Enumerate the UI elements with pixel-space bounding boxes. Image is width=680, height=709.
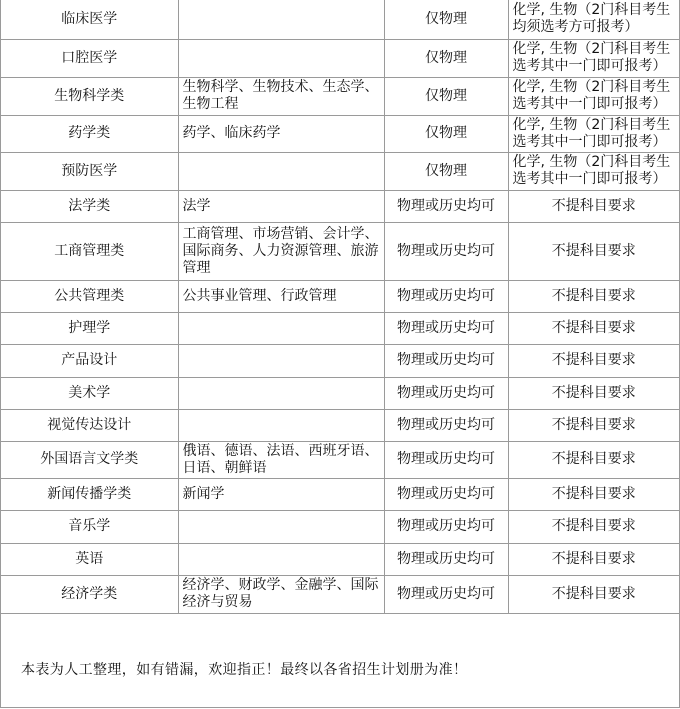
preferred-subject-cell xyxy=(384,0,508,39)
preferred-subject-cell xyxy=(384,409,508,441)
preferred-subject-cell-text: 仅物理 xyxy=(425,162,467,179)
table-row xyxy=(1,152,679,190)
elective-requirement-cell xyxy=(508,441,679,478)
preferred-subject-cell-text: 物理或历史均可 xyxy=(397,416,495,433)
preferred-subject-cell xyxy=(384,77,508,115)
elective-requirement-cell xyxy=(508,575,679,613)
elective-requirement-cell xyxy=(508,152,679,190)
preferred-subject-cell xyxy=(384,441,508,478)
category-name-cell xyxy=(1,152,178,190)
preferred-subject-cell xyxy=(384,190,508,222)
category-name-cell xyxy=(1,377,178,409)
category-name-cell xyxy=(1,77,178,115)
elective-requirement-cell-text: 不提科目要求 xyxy=(551,485,636,502)
elective-requirement-cell xyxy=(508,0,679,39)
table-row xyxy=(1,478,679,510)
preferred-subject-cell xyxy=(384,115,508,152)
preferred-subject-cell-text: 物理或历史均可 xyxy=(397,197,495,214)
preferred-subject-cell-text: 仅物理 xyxy=(425,10,467,27)
preferred-subject-cell-text: 物理或历史均可 xyxy=(397,518,495,534)
preferred-subject-cell-text: 物理或历史均可 xyxy=(397,585,495,602)
table-row xyxy=(1,77,679,115)
preferred-subject-cell xyxy=(384,344,508,377)
elective-requirement-cell-text: 不提科目要求 xyxy=(551,451,636,467)
elective-requirement-cell xyxy=(508,190,679,222)
majors-cell xyxy=(178,77,384,115)
majors-cell xyxy=(178,222,384,280)
category-name-cell-text: 药学类 xyxy=(68,125,111,141)
elective-requirement-cell xyxy=(508,344,679,377)
table-row xyxy=(1,39,679,77)
elective-requirement-cell xyxy=(508,77,679,115)
majors-cell xyxy=(178,344,384,377)
elective-requirement-cell xyxy=(508,312,679,344)
elective-requirement-cell xyxy=(508,478,679,510)
majors-cell xyxy=(178,409,384,441)
category-name-cell-text: 生物科学类 xyxy=(54,87,125,104)
elective-requirement-cell-text: 化学, 生物（2门科目考生选考其中一门即可报考） xyxy=(512,79,671,112)
elective-requirement-cell xyxy=(508,115,679,152)
requirements-table-body xyxy=(1,0,679,613)
majors-cell xyxy=(178,441,384,478)
category-name-cell xyxy=(1,222,178,280)
elective-requirement-cell xyxy=(508,222,679,280)
elective-requirement-cell xyxy=(508,377,679,409)
majors-cell xyxy=(178,478,384,510)
majors-cell xyxy=(178,510,384,543)
majors-cell xyxy=(178,115,384,152)
preferred-subject-cell-text: 物理或历史均可 xyxy=(397,550,495,567)
preferred-subject-cell xyxy=(384,543,508,575)
category-name-cell-text: 新闻传播学类 xyxy=(47,485,132,502)
majors-cell-text: 法学 xyxy=(182,197,211,214)
table-row xyxy=(1,344,679,377)
elective-requirement-cell-text: 不提科目要求 xyxy=(551,287,636,304)
category-name-cell-text: 公共管理类 xyxy=(54,287,125,304)
category-name-cell-text: 口腔医学 xyxy=(61,49,118,66)
preferred-subject-cell-text: 物理或历史均可 xyxy=(397,242,495,259)
category-name-cell-text: 法学类 xyxy=(68,197,111,214)
table-row xyxy=(1,575,679,613)
category-name-cell xyxy=(1,280,178,312)
preferred-subject-cell-text: 仅物理 xyxy=(425,125,467,141)
majors-cell-text: 经济学、财政学、金融学、国际经济与贸易 xyxy=(182,577,379,610)
table-row xyxy=(1,510,679,543)
requirements-table xyxy=(1,0,679,614)
majors-cell-text: 公共事业管理、行政管理 xyxy=(182,287,337,304)
category-name-cell-text: 产品设计 xyxy=(61,352,118,368)
elective-requirement-cell-text: 不提科目要求 xyxy=(551,197,636,214)
preferred-subject-cell xyxy=(384,222,508,280)
category-name-cell xyxy=(1,478,178,510)
preferred-subject-cell-text: 物理或历史均可 xyxy=(397,384,495,401)
preferred-subject-cell xyxy=(384,377,508,409)
majors-cell-text: 新闻学 xyxy=(182,485,225,502)
table-row xyxy=(1,115,679,152)
category-name-cell xyxy=(1,190,178,222)
elective-requirement-cell xyxy=(508,510,679,543)
majors-cell xyxy=(178,152,384,190)
table-row xyxy=(1,409,679,441)
category-name-cell xyxy=(1,543,178,575)
category-name-cell xyxy=(1,0,178,39)
table-row xyxy=(1,222,679,280)
elective-requirement-cell-text: 不提科目要求 xyxy=(551,416,636,433)
preferred-subject-cell xyxy=(384,478,508,510)
majors-cell-text: 药学、临床药学 xyxy=(182,125,281,141)
category-name-cell-text: 工商管理类 xyxy=(54,242,125,259)
elective-requirement-cell-text: 化学, 生物（2门科目考生选考其中一门即可报考） xyxy=(512,116,671,150)
preferred-subject-cell xyxy=(384,152,508,190)
elective-requirement-cell-text: 不提科目要求 xyxy=(551,242,636,259)
majors-cell-text: 生物科学、生物技术、生态学、生物工程 xyxy=(182,79,379,112)
category-name-cell xyxy=(1,575,178,613)
preferred-subject-cell-text: 物理或历史均可 xyxy=(397,451,495,467)
table-row xyxy=(1,543,679,575)
elective-requirement-cell-text: 不提科目要求 xyxy=(551,585,636,602)
preferred-subject-cell xyxy=(384,39,508,77)
elective-requirement-cell-text: 化学, 生物（2门科目考生选考其中一门即可报考） xyxy=(512,41,671,74)
table-row xyxy=(1,280,679,312)
preferred-subject-cell-text: 物理或历史均可 xyxy=(397,287,495,304)
elective-requirement-cell-text: 化学, 生物（2门科目考生均须选考方可报考） xyxy=(512,2,671,36)
table-row xyxy=(1,377,679,409)
category-name-cell xyxy=(1,312,178,344)
preferred-subject-cell xyxy=(384,510,508,543)
category-name-cell-text: 经济学类 xyxy=(61,585,118,602)
elective-requirement-cell xyxy=(508,543,679,575)
majors-cell xyxy=(178,575,384,613)
category-name-cell-text: 外国语言文学类 xyxy=(40,451,139,467)
preferred-subject-cell-text: 仅物理 xyxy=(425,87,467,104)
majors-cell-text: 俄语、德语、法语、西班牙语、日语、朝鲜语 xyxy=(182,442,379,476)
preferred-subject-cell-text: 物理或历史均可 xyxy=(397,319,495,336)
elective-requirement-cell xyxy=(508,280,679,312)
elective-requirement-cell-text: 不提科目要求 xyxy=(551,550,636,567)
majors-cell-text: 工商管理、市场营销、会计学、国际商务、人力资源管理、旅游管理 xyxy=(182,225,379,276)
preferred-subject-cell xyxy=(384,280,508,312)
preferred-subject-cell-text: 物理或历史均可 xyxy=(397,485,495,502)
category-name-cell xyxy=(1,39,178,77)
preferred-subject-cell xyxy=(384,575,508,613)
category-name-cell-text: 临床医学 xyxy=(61,10,118,27)
elective-requirement-cell-text: 不提科目要求 xyxy=(551,518,636,534)
elective-requirement-cell-text: 不提科目要求 xyxy=(551,384,636,401)
category-name-cell-text: 音乐学 xyxy=(68,518,111,534)
category-name-cell-text: 美术学 xyxy=(68,384,111,401)
elective-requirement-cell xyxy=(508,39,679,77)
category-name-cell xyxy=(1,344,178,377)
majors-cell xyxy=(178,39,384,77)
category-name-cell-text: 英语 xyxy=(75,550,104,567)
elective-requirement-cell-text: 不提科目要求 xyxy=(551,352,636,368)
elective-requirement-cell-text: 不提科目要求 xyxy=(551,319,636,336)
majors-cell xyxy=(178,0,384,39)
preferred-subject-cell xyxy=(384,312,508,344)
majors-cell xyxy=(178,543,384,575)
elective-requirement-cell-text: 化学, 生物（2门科目考生选考其中一门即可报考） xyxy=(512,154,671,187)
majors-cell xyxy=(178,280,384,312)
category-name-cell xyxy=(1,441,178,478)
majors-cell xyxy=(178,377,384,409)
category-name-cell-text: 视觉传达设计 xyxy=(47,416,132,433)
elective-requirement-cell xyxy=(508,409,679,441)
category-name-cell xyxy=(1,409,178,441)
table-row xyxy=(1,441,679,478)
footer-note: 本表为人工整理，如有错漏，欢迎指正！最终以各省招生计划册为准！ xyxy=(21,662,468,678)
majors-cell xyxy=(178,312,384,344)
category-name-cell-text: 预防医学 xyxy=(61,162,118,179)
category-name-cell-text: 护理学 xyxy=(68,319,111,336)
table-row xyxy=(1,0,679,39)
majors-cell xyxy=(178,190,384,222)
table-row xyxy=(1,190,679,222)
preferred-subject-cell-text: 物理或历史均可 xyxy=(397,352,495,368)
category-name-cell xyxy=(1,115,178,152)
preferred-subject-cell-text: 仅物理 xyxy=(425,49,467,66)
table-row xyxy=(1,312,679,344)
category-name-cell xyxy=(1,510,178,543)
